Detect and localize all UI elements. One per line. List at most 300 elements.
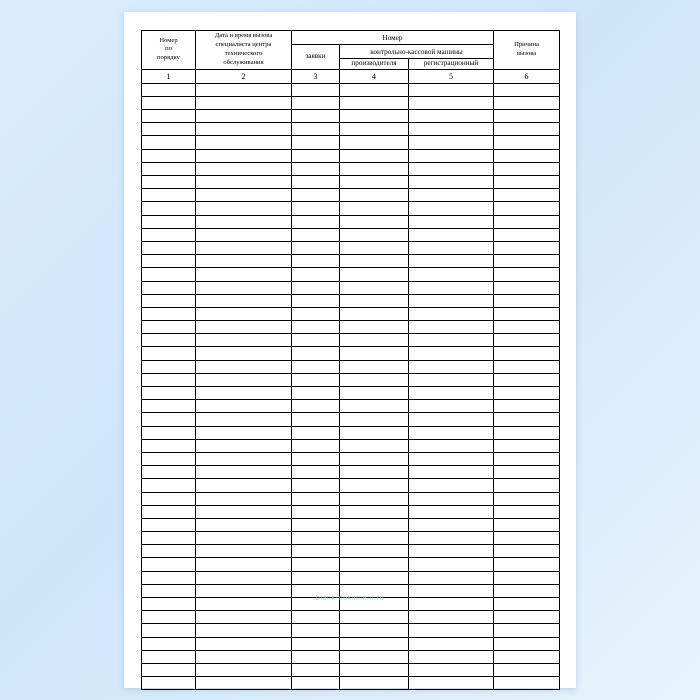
table-cell[interactable] (196, 321, 292, 334)
table-cell[interactable] (340, 136, 409, 149)
table-cell[interactable] (142, 96, 196, 109)
table-cell[interactable] (196, 268, 292, 281)
table-cell[interactable] (494, 202, 560, 215)
table-cell[interactable] (196, 110, 292, 123)
table-cell[interactable] (292, 83, 340, 96)
table-cell[interactable] (340, 598, 409, 611)
table-row[interactable] (142, 255, 560, 268)
table-cell[interactable] (409, 268, 494, 281)
table-cell[interactable] (196, 637, 292, 650)
table-cell[interactable] (292, 373, 340, 386)
table-cell[interactable] (409, 241, 494, 254)
table-cell[interactable] (142, 294, 196, 307)
table-cell[interactable] (196, 241, 292, 254)
table-cell[interactable] (409, 479, 494, 492)
table-cell[interactable] (292, 347, 340, 360)
table-row[interactable] (142, 637, 560, 650)
table-cell[interactable] (292, 96, 340, 109)
table-cell[interactable] (494, 439, 560, 452)
table-cell[interactable] (196, 228, 292, 241)
table-cell[interactable] (340, 347, 409, 360)
table-row[interactable] (142, 413, 560, 426)
table-cell[interactable] (340, 518, 409, 531)
table-cell[interactable] (196, 347, 292, 360)
table-cell[interactable] (142, 413, 196, 426)
table-cell[interactable] (494, 598, 560, 611)
table-cell[interactable] (494, 492, 560, 505)
table-row[interactable] (142, 598, 560, 611)
table-cell[interactable] (409, 110, 494, 123)
table-cell[interactable] (196, 96, 292, 109)
table-cell[interactable] (196, 176, 292, 189)
table-row[interactable] (142, 532, 560, 545)
table-cell[interactable] (340, 532, 409, 545)
table-row[interactable] (142, 426, 560, 439)
table-cell[interactable] (142, 624, 196, 637)
table-cell[interactable] (142, 83, 196, 96)
table-cell[interactable] (292, 215, 340, 228)
table-cell[interactable] (494, 281, 560, 294)
table-cell[interactable] (292, 413, 340, 426)
table-cell[interactable] (292, 228, 340, 241)
table-cell[interactable] (340, 400, 409, 413)
table-cell[interactable] (409, 452, 494, 465)
table-cell[interactable] (196, 677, 292, 690)
table-cell[interactable] (494, 241, 560, 254)
table-cell[interactable] (292, 268, 340, 281)
table-cell[interactable] (340, 426, 409, 439)
table-row[interactable] (142, 215, 560, 228)
table-cell[interactable] (494, 624, 560, 637)
table-cell[interactable] (142, 307, 196, 320)
table-row[interactable] (142, 149, 560, 162)
table-cell[interactable] (340, 321, 409, 334)
table-row[interactable] (142, 400, 560, 413)
table-cell[interactable] (409, 176, 494, 189)
table-cell[interactable] (409, 294, 494, 307)
table-cell[interactable] (292, 598, 340, 611)
table-cell[interactable] (494, 466, 560, 479)
table-cell[interactable] (196, 202, 292, 215)
table-cell[interactable] (142, 347, 196, 360)
table-cell[interactable] (409, 439, 494, 452)
table-cell[interactable] (142, 571, 196, 584)
table-cell[interactable] (409, 637, 494, 650)
table-cell[interactable] (340, 307, 409, 320)
table-cell[interactable] (494, 360, 560, 373)
table-cell[interactable] (494, 571, 560, 584)
table-cell[interactable] (494, 479, 560, 492)
table-cell[interactable] (142, 650, 196, 663)
table-cell[interactable] (340, 650, 409, 663)
table-cell[interactable] (292, 532, 340, 545)
table-row[interactable] (142, 334, 560, 347)
table-cell[interactable] (196, 532, 292, 545)
table-cell[interactable] (142, 558, 196, 571)
table-cell[interactable] (142, 373, 196, 386)
table-row[interactable] (142, 677, 560, 690)
table-cell[interactable] (494, 162, 560, 175)
table-row[interactable] (142, 558, 560, 571)
table-cell[interactable] (340, 123, 409, 136)
table-cell[interactable] (142, 426, 196, 439)
table-cell[interactable] (196, 294, 292, 307)
table-cell[interactable] (292, 426, 340, 439)
table-cell[interactable] (494, 558, 560, 571)
table-cell[interactable] (340, 202, 409, 215)
table-cell[interactable] (142, 228, 196, 241)
table-cell[interactable] (494, 532, 560, 545)
table-cell[interactable] (409, 387, 494, 400)
table-row[interactable] (142, 96, 560, 109)
table-cell[interactable] (409, 598, 494, 611)
table-row[interactable] (142, 294, 560, 307)
table-row[interactable] (142, 189, 560, 202)
table-cell[interactable] (409, 571, 494, 584)
table-cell[interactable] (292, 176, 340, 189)
table-cell[interactable] (494, 505, 560, 518)
table-cell[interactable] (142, 466, 196, 479)
table-cell[interactable] (292, 307, 340, 320)
table-cell[interactable] (142, 215, 196, 228)
table-row[interactable] (142, 83, 560, 96)
table-cell[interactable] (409, 321, 494, 334)
table-cell[interactable] (196, 479, 292, 492)
table-cell[interactable] (292, 255, 340, 268)
table-cell[interactable] (292, 663, 340, 676)
table-cell[interactable] (196, 492, 292, 505)
table-cell[interactable] (196, 466, 292, 479)
table-cell[interactable] (196, 571, 292, 584)
table-cell[interactable] (340, 360, 409, 373)
table-cell[interactable] (409, 202, 494, 215)
table-cell[interactable] (494, 584, 560, 597)
table-cell[interactable] (409, 505, 494, 518)
table-cell[interactable] (409, 307, 494, 320)
table-cell[interactable] (292, 545, 340, 558)
table-row[interactable] (142, 571, 560, 584)
table-cell[interactable] (142, 439, 196, 452)
table-cell[interactable] (292, 466, 340, 479)
table-cell[interactable] (142, 598, 196, 611)
table-row[interactable] (142, 611, 560, 624)
table-row[interactable] (142, 505, 560, 518)
table-cell[interactable] (292, 162, 340, 175)
table-row[interactable] (142, 281, 560, 294)
table-cell[interactable] (494, 518, 560, 531)
table-cell[interactable] (409, 255, 494, 268)
table-cell[interactable] (494, 334, 560, 347)
table-cell[interactable] (340, 268, 409, 281)
table-cell[interactable] (340, 162, 409, 175)
table-cell[interactable] (340, 492, 409, 505)
table-cell[interactable] (340, 255, 409, 268)
table-row[interactable] (142, 518, 560, 531)
table-cell[interactable] (292, 624, 340, 637)
table-cell[interactable] (142, 611, 196, 624)
table-cell[interactable] (196, 663, 292, 676)
table-cell[interactable] (340, 545, 409, 558)
table-cell[interactable] (340, 439, 409, 452)
table-cell[interactable] (196, 413, 292, 426)
table-row[interactable] (142, 110, 560, 123)
table-cell[interactable] (494, 149, 560, 162)
table-cell[interactable] (340, 505, 409, 518)
table-row[interactable] (142, 321, 560, 334)
table-cell[interactable] (292, 492, 340, 505)
table-cell[interactable] (340, 334, 409, 347)
table-cell[interactable] (292, 241, 340, 254)
table-cell[interactable] (196, 281, 292, 294)
table-cell[interactable] (196, 360, 292, 373)
table-cell[interactable] (409, 228, 494, 241)
table-cell[interactable] (494, 255, 560, 268)
table-cell[interactable] (409, 162, 494, 175)
table-cell[interactable] (142, 136, 196, 149)
table-cell[interactable] (409, 123, 494, 136)
table-cell[interactable] (340, 584, 409, 597)
table-cell[interactable] (196, 439, 292, 452)
table-cell[interactable] (196, 650, 292, 663)
table-cell[interactable] (142, 492, 196, 505)
table-cell[interactable] (494, 268, 560, 281)
table-cell[interactable] (142, 281, 196, 294)
table-cell[interactable] (340, 479, 409, 492)
table-cell[interactable] (196, 189, 292, 202)
table-cell[interactable] (409, 281, 494, 294)
table-cell[interactable] (340, 611, 409, 624)
table-cell[interactable] (409, 149, 494, 162)
table-row[interactable] (142, 650, 560, 663)
table-cell[interactable] (142, 518, 196, 531)
table-cell[interactable] (409, 558, 494, 571)
table-cell[interactable] (409, 334, 494, 347)
table-cell[interactable] (292, 505, 340, 518)
table-cell[interactable] (292, 558, 340, 571)
table-cell[interactable] (292, 637, 340, 650)
table-cell[interactable] (142, 334, 196, 347)
table-cell[interactable] (292, 202, 340, 215)
table-cell[interactable] (494, 321, 560, 334)
table-cell[interactable] (292, 611, 340, 624)
table-cell[interactable] (409, 360, 494, 373)
table-cell[interactable] (409, 532, 494, 545)
table-cell[interactable] (340, 96, 409, 109)
table-row[interactable] (142, 176, 560, 189)
table-cell[interactable] (340, 571, 409, 584)
table-row[interactable] (142, 268, 560, 281)
table-cell[interactable] (196, 598, 292, 611)
table-cell[interactable] (142, 677, 196, 690)
table-cell[interactable] (340, 663, 409, 676)
table-cell[interactable] (142, 532, 196, 545)
table-cell[interactable] (196, 136, 292, 149)
table-cell[interactable] (142, 505, 196, 518)
table-cell[interactable] (196, 426, 292, 439)
table-cell[interactable] (292, 677, 340, 690)
table-cell[interactable] (494, 373, 560, 386)
table-cell[interactable] (340, 624, 409, 637)
table-row[interactable] (142, 373, 560, 386)
table-cell[interactable] (142, 162, 196, 175)
table-cell[interactable] (409, 189, 494, 202)
table-cell[interactable] (142, 255, 196, 268)
table-cell[interactable] (292, 321, 340, 334)
table-cell[interactable] (292, 334, 340, 347)
table-cell[interactable] (142, 452, 196, 465)
table-row[interactable] (142, 479, 560, 492)
table-cell[interactable] (142, 202, 196, 215)
table-cell[interactable] (494, 83, 560, 96)
table-cell[interactable] (196, 307, 292, 320)
table-cell[interactable] (409, 215, 494, 228)
table-cell[interactable] (494, 110, 560, 123)
table-cell[interactable] (494, 123, 560, 136)
table-cell[interactable] (494, 426, 560, 439)
table-cell[interactable] (340, 558, 409, 571)
table-cell[interactable] (142, 637, 196, 650)
table-cell[interactable] (494, 347, 560, 360)
table-row[interactable] (142, 466, 560, 479)
table-cell[interactable] (196, 518, 292, 531)
table-row[interactable] (142, 162, 560, 175)
table-cell[interactable] (196, 123, 292, 136)
table-cell[interactable] (196, 505, 292, 518)
table-cell[interactable] (292, 584, 340, 597)
table-cell[interactable] (196, 162, 292, 175)
table-row[interactable] (142, 439, 560, 452)
table-cell[interactable] (494, 545, 560, 558)
table-cell[interactable] (340, 637, 409, 650)
table-cell[interactable] (142, 268, 196, 281)
table-cell[interactable] (340, 228, 409, 241)
table-cell[interactable] (409, 96, 494, 109)
table-cell[interactable] (340, 110, 409, 123)
table-cell[interactable] (494, 294, 560, 307)
table-cell[interactable] (292, 149, 340, 162)
table-cell[interactable] (196, 149, 292, 162)
table-cell[interactable] (494, 663, 560, 676)
table-cell[interactable] (292, 400, 340, 413)
table-cell[interactable] (292, 110, 340, 123)
table-row[interactable] (142, 492, 560, 505)
table-cell[interactable] (196, 373, 292, 386)
table-cell[interactable] (142, 663, 196, 676)
table-cell[interactable] (409, 584, 494, 597)
table-row[interactable] (142, 584, 560, 597)
table-cell[interactable] (340, 149, 409, 162)
table-cell[interactable] (196, 400, 292, 413)
table-cell[interactable] (409, 347, 494, 360)
table-cell[interactable] (292, 387, 340, 400)
table-row[interactable] (142, 452, 560, 465)
table-cell[interactable] (340, 281, 409, 294)
table-cell[interactable] (340, 83, 409, 96)
table-cell[interactable] (409, 413, 494, 426)
table-cell[interactable] (142, 545, 196, 558)
table-cell[interactable] (340, 677, 409, 690)
table-cell[interactable] (292, 439, 340, 452)
table-cell[interactable] (292, 123, 340, 136)
table-cell[interactable] (494, 677, 560, 690)
table-cell[interactable] (196, 255, 292, 268)
table-cell[interactable] (494, 136, 560, 149)
table-cell[interactable] (409, 518, 494, 531)
table-cell[interactable] (196, 558, 292, 571)
table-cell[interactable] (196, 452, 292, 465)
table-cell[interactable] (196, 334, 292, 347)
table-cell[interactable] (142, 123, 196, 136)
table-cell[interactable] (494, 307, 560, 320)
table-cell[interactable] (494, 452, 560, 465)
table-cell[interactable] (409, 373, 494, 386)
table-cell[interactable] (409, 545, 494, 558)
table-cell[interactable] (494, 637, 560, 650)
table-row[interactable] (142, 387, 560, 400)
table-cell[interactable] (494, 176, 560, 189)
table-cell[interactable] (196, 387, 292, 400)
table-row[interactable] (142, 347, 560, 360)
table-cell[interactable] (409, 663, 494, 676)
table-cell[interactable] (409, 624, 494, 637)
table-cell[interactable] (340, 241, 409, 254)
table-row[interactable] (142, 136, 560, 149)
table-cell[interactable] (142, 176, 196, 189)
table-cell[interactable] (292, 452, 340, 465)
table-cell[interactable] (142, 321, 196, 334)
table-cell[interactable] (494, 189, 560, 202)
table-cell[interactable] (196, 545, 292, 558)
table-cell[interactable] (142, 110, 196, 123)
table-cell[interactable] (494, 400, 560, 413)
table-cell[interactable] (142, 479, 196, 492)
table-cell[interactable] (142, 149, 196, 162)
table-row[interactable] (142, 202, 560, 215)
table-cell[interactable] (494, 650, 560, 663)
table-cell[interactable] (340, 294, 409, 307)
table-cell[interactable] (292, 479, 340, 492)
table-cell[interactable] (292, 571, 340, 584)
table-cell[interactable] (196, 83, 292, 96)
table-cell[interactable] (292, 518, 340, 531)
table-row[interactable] (142, 307, 560, 320)
table-cell[interactable] (292, 136, 340, 149)
table-cell[interactable] (409, 466, 494, 479)
table-cell[interactable] (142, 241, 196, 254)
table-cell[interactable] (494, 228, 560, 241)
table-row[interactable] (142, 360, 560, 373)
table-cell[interactable] (142, 400, 196, 413)
table-cell[interactable] (409, 492, 494, 505)
table-cell[interactable] (340, 189, 409, 202)
table-cell[interactable] (196, 215, 292, 228)
table-row[interactable] (142, 123, 560, 136)
table-cell[interactable] (292, 650, 340, 663)
table-cell[interactable] (409, 677, 494, 690)
table-cell[interactable] (494, 96, 560, 109)
table-cell[interactable] (292, 294, 340, 307)
table-row[interactable] (142, 545, 560, 558)
table-cell[interactable] (292, 360, 340, 373)
table-cell[interactable] (340, 413, 409, 426)
table-cell[interactable] (340, 373, 409, 386)
table-row[interactable] (142, 624, 560, 637)
table-cell[interactable] (340, 452, 409, 465)
table-cell[interactable] (340, 387, 409, 400)
table-cell[interactable] (409, 400, 494, 413)
table-cell[interactable] (340, 466, 409, 479)
table-cell[interactable] (340, 215, 409, 228)
